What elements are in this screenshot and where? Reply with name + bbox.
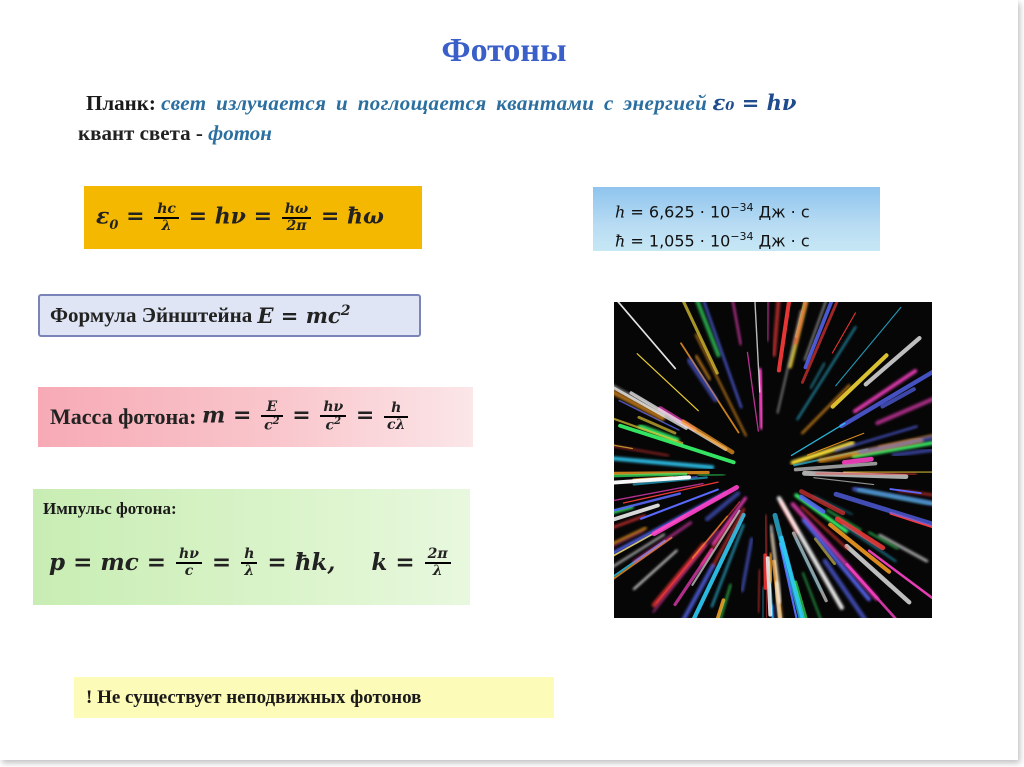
light-streak: [760, 370, 763, 427]
light-streak: [833, 355, 887, 406]
photon-definition-italic: фотон: [208, 121, 272, 145]
slide-title: Фотоны: [441, 32, 567, 69]
light-streak: [825, 561, 886, 618]
light-streak: [758, 570, 760, 612]
momentum-formula: p = mc = $\frac{h\nu}{c}$ = $\frac{h}{\lambda}$ = ħk, k = $\frac{2\pi}{\lambda}$: [49, 547, 453, 578]
light-streak: [614, 455, 712, 467]
light-streak: [742, 539, 752, 591]
planck-text: свет излучается и поглощается квантами с энергией: [161, 91, 708, 115]
mass-formula: m = $\frac{E}{c^2}$ = $\frac{h\nu}{c^2}$ = $\frac{h}{c\lambda}$: [202, 400, 410, 433]
light-streak: [811, 363, 825, 388]
light-streak: [725, 302, 741, 344]
light-streak: [770, 555, 772, 581]
momentum-label: Импульс фотона:: [43, 499, 177, 518]
energy-formula: $\varepsilon_0$ = $\frac{hc}{\lambda}$ = hν = $\frac{h\omega}{2\pi}$ = ħω: [96, 200, 384, 234]
planck-label: Планк:: [86, 91, 156, 115]
light-streak: [699, 474, 724, 475]
einstein-formula-box: [38, 294, 421, 337]
light-streaks-image: [614, 302, 932, 618]
energy-formula-box: [84, 186, 422, 249]
planck-statement: [78, 88, 938, 148]
light-streak: [880, 535, 927, 561]
light-streak: [796, 464, 876, 470]
photon-momentum-box: [33, 489, 470, 605]
light-streak: [755, 302, 760, 392]
photon-mass-box: [38, 387, 473, 447]
light-streak: [814, 478, 874, 485]
light-streak: [614, 443, 668, 455]
einstein-label: Формула Эйнштейна: [50, 303, 253, 327]
mass-label: Масса фотона:: [50, 404, 197, 429]
photon-definition-text: квант света -: [78, 121, 203, 145]
planck-constants-box: [593, 187, 880, 251]
note-box: ! Не существует неподвижных фотонов: [74, 677, 554, 718]
light-streak: [614, 302, 675, 368]
light-streak: [866, 338, 920, 384]
planck-formula: ε₀ = hν: [712, 90, 797, 115]
wave-number-formula: k =: [371, 549, 415, 577]
light-burst-graphic: [614, 302, 932, 618]
light-streak: [894, 450, 932, 455]
light-streak: [766, 585, 767, 618]
planck-constant-row: $h = 6,625 \cdot 10^{-34}$ Дж · с: [615, 201, 810, 222]
light-streak: [624, 482, 719, 503]
reduced-planck-constant-row: ħ = $1,055 \cdot 10^{-34}$ Дж · с: [615, 230, 810, 251]
einstein-formula: $E = mc^2$: [257, 303, 351, 328]
light-streak: [747, 352, 758, 431]
light-streak: [844, 459, 871, 462]
light-streak: [614, 473, 708, 474]
light-streak: [767, 302, 769, 340]
